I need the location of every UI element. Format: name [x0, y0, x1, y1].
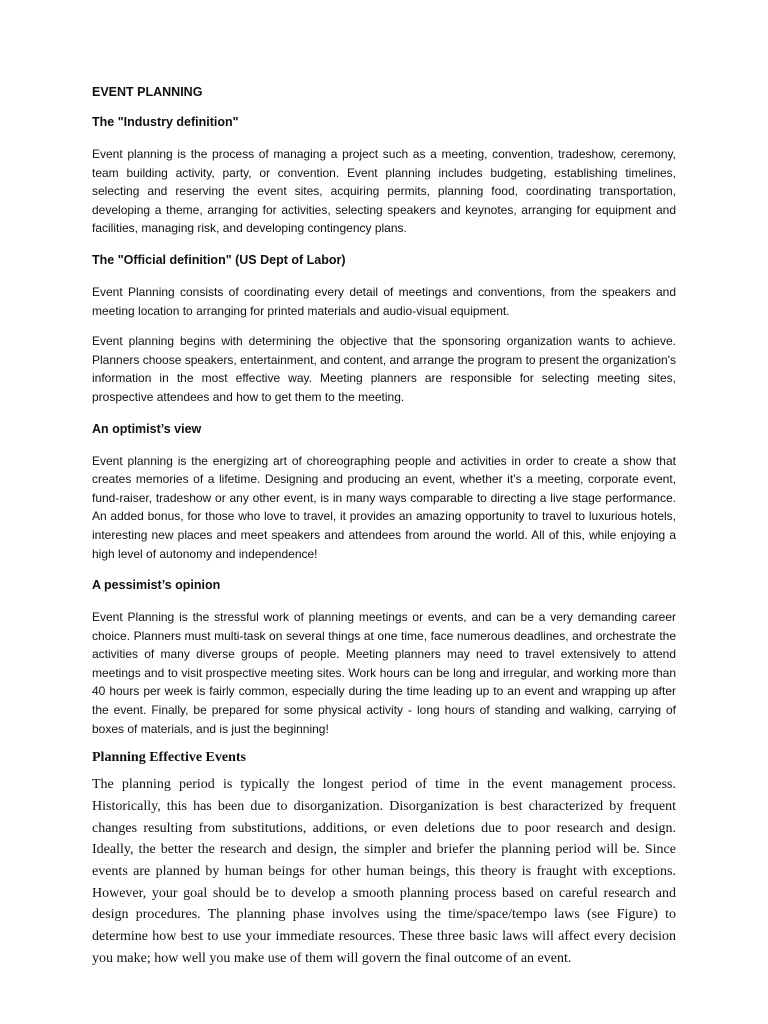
pessimist-opinion-heading: A pessimist’s opinion: [92, 578, 221, 593]
document-page: [92, 78, 676, 970]
planning-effective-events-heading: Planning Effective Events: [92, 750, 246, 766]
planning-effective-events-paragraph: The planning period is typically the longest period of time in the event management process. Historically, this has been due to disorganization. Disorganization is best characterized by frequent changes resulting from substitutions, additions, or even deletions due to poor research and design. Ideally, the better the research and design, the simpler and briefer the planning period will be. Since events are planned by human beings for other human beings, this theory is fraught with exceptions. However, your goal should be to develop a smooth planning process based on careful research and design procedures. The planning phase involves using the time/space/tempo laws (see Figure) to determine how best to use your immediate resources. These three basic laws will affect every decision you make; how well you make use of them will govern the final outcome of an event.: [92, 777, 676, 966]
pessimist-opinion-paragraph: Event Planning is the stressful work of planning meetings or events, and can be a very demanding career choice. Planners must multi-task on several things at one time, face numerous deadlines, and orchestrate the activities of many diverse groups of people. Meeting planners may need to travel extensively to attend meetings and to visit prospective meeting sites. Work hours can be long and irregular, and working more than 40 hours per week is fairly common, especially during the time leading up to an event and wrapping up after the event. Finally, be prepared for some physical activity - long hours of standing and walking, carrying of boxes of materials, and is just the beginning!: [92, 610, 676, 736]
document-title: EVENT PLANNING: [92, 85, 203, 99]
official-definition-paragraph-2: Event planning begins with determining the objective that the sponsoring organization wants to achieve. Planners choose speakers, entertainment, and content, and arrange the program to present the organization's information in the most effective way. Meeting planners are responsible for selecting meeting sites, prospective attendees and how to get them to the meeting.: [92, 334, 676, 404]
official-definition-paragraph-1: Event Planning consists of coordinating every detail of meetings and conventions, from the speakers and meeting location to arranging for printed materials and audio-visual equipment.: [92, 284, 676, 318]
industry-definition-heading: The "Industry definition": [92, 115, 239, 129]
industry-definition-paragraph: Event planning is the process of managing a project such as a meeting, convention, tradeshow, ceremony, team building activity, party, or convention. Event planning includes budgeting, establishing timelines, selecting and reserving the event sites, acquiring permits, planning food, coordinating transportation, developing a theme, arranging for activities, selecting speakers and keynotes, arranging for equipment and facilities, managing risk, and developing contingency plans.: [92, 147, 676, 236]
optimist-view-paragraph: Event planning is the energizing art of choreographing people and activities in order to create a show that creates memories of a lifetime. Designing and producing an event, whether it’s a meeting, corporate event, fund-raiser, tradeshow or any other event, is in many ways comparable to directing a live stage performance. An added bonus, for those who love to travel, it provides an amazing opportunity to travel to luxurious hotels, interesting new places and meet speakers and attendees from around the world. All of this, while enjoying a high level of autonomy and independence!: [92, 453, 676, 561]
official-definition-heading: The "Official definition" (US Dept of Labor): [92, 252, 346, 267]
optimist-view-heading: An optimist’s view: [92, 421, 202, 436]
